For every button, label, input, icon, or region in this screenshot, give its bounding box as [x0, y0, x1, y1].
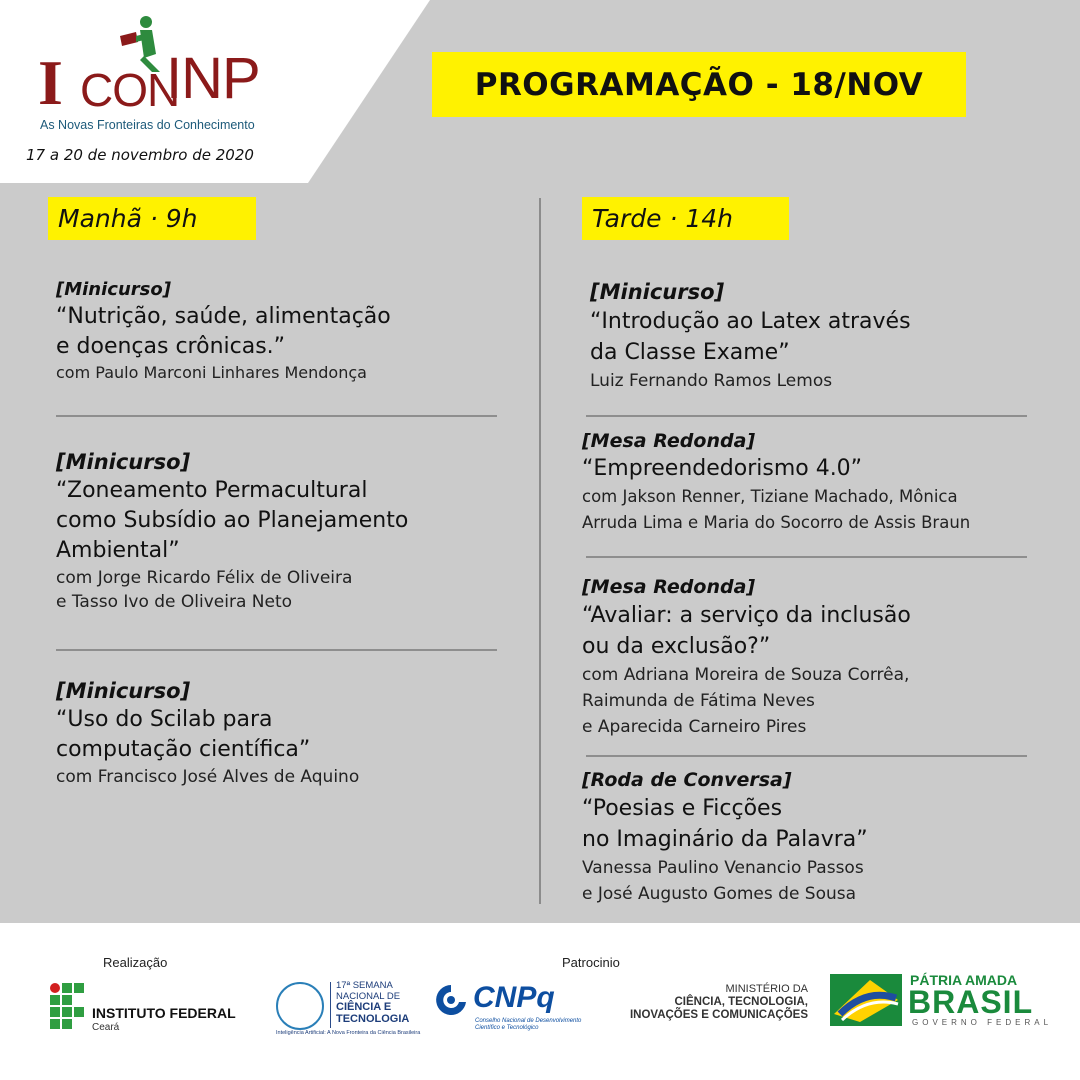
- morning-session-1: [56, 278, 391, 384]
- session-speakers: e Tasso Ivo de Oliveira Neto: [56, 592, 293, 612]
- cnpq-mark-icon: [433, 982, 469, 1018]
- session-speakers: Raimunda de Fátima Neves: [582, 691, 815, 711]
- instituto-federal-logo: [50, 983, 240, 1033]
- cnpq-wordmark: CNPq: [473, 981, 555, 1014]
- session-kind: [Mesa Redonda]: [582, 576, 756, 598]
- session-title-line: “Poesias e Ficções: [582, 796, 783, 821]
- session-title-line: “Introdução ao Latex através: [590, 309, 911, 334]
- afternoon-tag: [582, 197, 789, 240]
- session-title-line: Ambiental”: [56, 538, 180, 563]
- title-banner: [432, 52, 966, 117]
- morning-session-2: [56, 448, 408, 614]
- brasil-slogan: PÁTRIA AMADA: [910, 972, 1018, 988]
- column-divider: [539, 198, 541, 904]
- session-separator: [56, 649, 497, 651]
- logo-tagline: As Novas Fronteiras do Conhecimento: [40, 118, 255, 132]
- governo-federal-text: GOVERNO FEDERAL: [912, 1018, 1053, 1027]
- if-name: INSTITUTO FEDERAL: [92, 1005, 236, 1021]
- patrocinio-label: Patrocinio: [562, 955, 620, 970]
- session-speakers: com Jorge Ricardo Félix de Oliveira: [56, 568, 353, 588]
- afternoon-session-3: [582, 574, 911, 740]
- session-speakers: Arruda Lima e Maria do Socorro de Assis Braun: [582, 513, 971, 532]
- mcti-line-3: INOVAÇÕES E COMUNICAÇÕES: [629, 1009, 808, 1021]
- page-title: PROGRAMAÇÃO - 18/NOV: [474, 66, 924, 103]
- afternoon-session-4: [582, 767, 868, 907]
- governo-federal-logo: [830, 972, 1053, 1030]
- session-title-line: “Nutrição, saúde, alimentação: [56, 304, 391, 329]
- mcti-logo: [600, 983, 808, 1022]
- session-speakers: e Aparecida Carneiro Pires: [582, 717, 807, 737]
- brasil-wordmark: BRASIL: [908, 984, 1034, 1020]
- session-title-line: ou da exclusão?”: [582, 634, 771, 659]
- if-grid-icon: [50, 983, 86, 1031]
- session-title-line: “Zoneamento Permacultural: [56, 478, 368, 503]
- session-kind: [Minicurso]: [56, 279, 171, 300]
- session-title-line: “Uso do Scilab para: [56, 707, 273, 732]
- session-kind: [Minicurso]: [590, 280, 725, 304]
- if-campus: Ceará: [92, 1022, 120, 1033]
- snct-logo: [276, 980, 421, 1036]
- logo-letter-i: I: [38, 47, 63, 118]
- session-separator: [586, 556, 1027, 558]
- mcti-line-2: CIÊNCIA, TECNOLOGIA,: [674, 996, 808, 1008]
- morning-tag: [48, 197, 256, 240]
- session-speakers: e José Augusto Gomes de Sousa: [582, 884, 857, 904]
- event-dates: 17 a 20 de novembro de 2020: [26, 146, 254, 164]
- session-speakers: com Adriana Moreira de Souza Corrêa,: [582, 665, 910, 685]
- session-kind: [Minicurso]: [56, 679, 191, 703]
- session-title-line: e doenças crônicas.”: [56, 334, 286, 359]
- session-title-line: “Empreendedorismo 4.0”: [582, 456, 863, 481]
- session-title-line: no Imaginário da Palavra”: [582, 827, 868, 852]
- session-title-line: computação científica”: [56, 737, 311, 762]
- afternoon-label: Tarde · 14h: [592, 204, 733, 233]
- afternoon-session-1: [590, 278, 911, 394]
- brazil-flag-icon: [830, 974, 902, 1026]
- snct-bold-text: CIÊNCIA E TECNOLOGIA: [336, 1001, 410, 1025]
- mcti-line-1: MINISTÉRIO DA: [725, 983, 808, 995]
- session-speakers: com Francisco José Alves de Aquino: [56, 767, 360, 787]
- session-title-line: “Avaliar: a serviço da inclusão: [582, 603, 911, 628]
- snct-emblem-icon: [276, 982, 324, 1030]
- session-kind: [Roda de Conversa]: [582, 769, 792, 791]
- morning-session-3: [56, 677, 359, 789]
- session-title-line: como Subsídio ao Planejamento: [56, 508, 409, 533]
- cnpq-subtitle: Conselho Nacional de Desenvolvimento Científico e Tecnológico: [475, 1018, 582, 1031]
- session-title-line: da Classe Exame”: [590, 340, 790, 365]
- afternoon-session-2: [582, 428, 970, 536]
- session-speakers: com Jakson Renner, Tiziane Machado, Mônica: [582, 487, 958, 506]
- iconinp-logo: [38, 14, 298, 134]
- session-speakers: com Paulo Marconi Linhares Mendonça: [56, 363, 367, 382]
- session-speakers: Luiz Fernando Ramos Lemos: [590, 371, 833, 391]
- logo-inp: INP: [166, 46, 260, 111]
- cnpq-logo: [433, 980, 593, 1036]
- logo-con: CON: [80, 64, 180, 116]
- realizacao-label: Realização: [103, 955, 168, 970]
- snct-top-text: 17ª SEMANA NACIONAL DE: [336, 980, 401, 1002]
- snct-subtitle: Inteligência Artificial: A Nova Fronteira da Ciência Brasileira: [276, 1030, 421, 1036]
- session-separator: [586, 755, 1027, 757]
- session-separator: [586, 415, 1027, 417]
- session-kind: [Mesa Redonda]: [582, 430, 756, 452]
- session-separator: [56, 415, 497, 417]
- session-kind: [Minicurso]: [56, 450, 191, 474]
- session-speakers: Vanessa Paulino Venancio Passos: [582, 858, 864, 878]
- morning-label: Manhã · 9h: [58, 204, 198, 233]
